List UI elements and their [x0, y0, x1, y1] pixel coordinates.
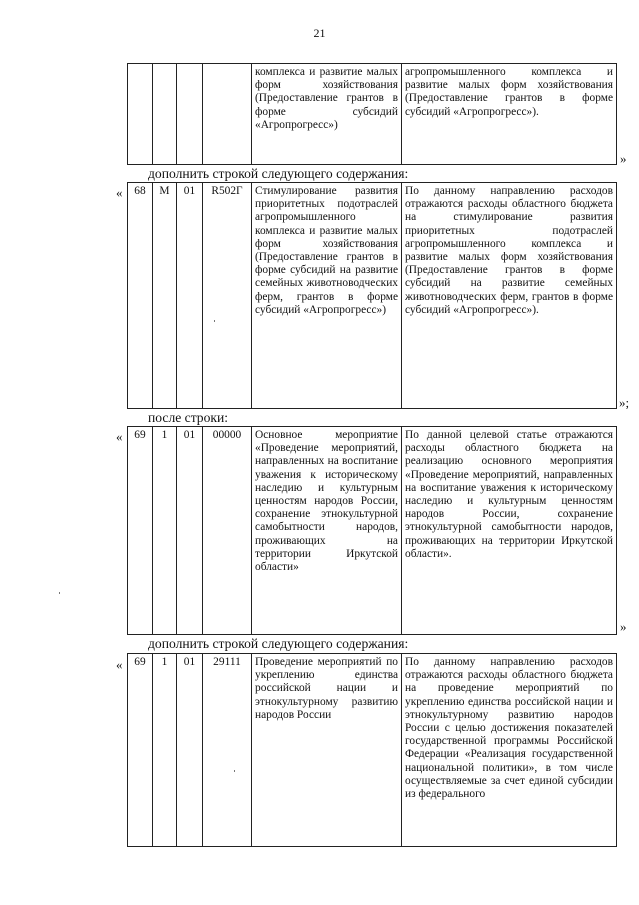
budget-table-fragment-2	[127, 182, 617, 409]
table-row	[128, 64, 617, 165]
instruction-after-row: после строки:	[148, 410, 229, 425]
description-cell: По данному направлению расходов отражаются расходы областного бюджета на проведение мероприятий по укреплению единства российской нации и этнокультурному развитию народов России с целью достижения показателей государственной программы Российской Федерации «Реализация государственной национальной политики», в том числе осуществляемые за счет единой субсидии из федерального	[402, 654, 617, 847]
opening-quote: «	[116, 429, 123, 444]
scan-speck	[214, 320, 215, 322]
code-subprogram-cell: М	[153, 183, 177, 409]
table-row	[128, 183, 617, 409]
closing-quote: »	[620, 151, 627, 166]
instruction-add-row: дополнить строкой следующего содержания:	[148, 636, 409, 651]
code-direction-cell: R502Г	[203, 183, 252, 409]
code-program-cell: 69	[128, 654, 153, 847]
instruction-add-row: дополнить строкой следующего содержания:	[148, 166, 409, 181]
code-direction-cell: 29111	[203, 654, 252, 847]
closing-quote-semicolon: »;	[619, 395, 630, 410]
budget-table-fragment-3	[127, 426, 617, 635]
page-number: 21	[313, 26, 326, 40]
code-direction-cell	[203, 64, 252, 165]
code-subprogram-cell	[153, 64, 177, 165]
code-activity-cell: 01	[177, 427, 203, 635]
budget-table-fragment-1	[127, 63, 617, 165]
description-cell: По данному направлению расходов отражаются расходы областного бюджета на стимулирование развития приоритетных подотраслей агропромышленного комплекса и развитие малых форм хозяйствования (Предоставление грантов в форме субсидий на развитие семейных животноводческих ферм, грантов в форме субсидий «Агропрогресс»).	[402, 183, 617, 409]
code-program-cell	[128, 64, 153, 165]
scan-speck	[59, 592, 60, 594]
table-row	[128, 427, 617, 635]
code-activity-cell	[177, 64, 203, 165]
name-cell: Проведение мероприятий по укреплению единства российской нации и этнокультурному развитию народов России	[252, 654, 402, 847]
scan-speck	[234, 770, 235, 772]
code-activity-cell: 01	[177, 183, 203, 409]
code-program-cell: 68	[128, 183, 153, 409]
description-cell: По данной целевой статье отражаются расходы областного бюджета на реализацию основного мероприятия «Проведение мероприятий, направленных на воспитание уважения к историческому наследию и культурным ценностям народов России, сохранение этнокультурной самобытности народов, проживающих на территории Иркутской области».	[402, 427, 617, 635]
code-subprogram-cell: 1	[153, 654, 177, 847]
code-direction-cell: 00000	[203, 427, 252, 635]
code-activity-cell: 01	[177, 654, 203, 847]
opening-quote: «	[116, 657, 123, 672]
name-cell: Основное мероприятие «Проведение мероприятий, направленных на воспитание уважения к историческому наследию и культурным ценностям народов России, сохранение этнокультурной самобытности народов, проживающих на территории Иркутской области»	[252, 427, 402, 635]
code-subprogram-cell: 1	[153, 427, 177, 635]
budget-table-fragment-4	[127, 653, 617, 847]
opening-quote: «	[116, 185, 123, 200]
description-cell: агропромышленного комплекса и развитие малых форм хозяйствования (Предоставление грантов в форме субсидий «Агропрогресс»).	[402, 64, 617, 165]
code-program-cell: 69	[128, 427, 153, 635]
name-cell: Стимулирование развития приоритетных подотраслей агропромышленного комплекса и развитие малых форм хозяйствования (Предоставление грантов в форме субсидий на развитие семейных животноводческих ферм, грантов в форме субсидий «Агропрогресс»)	[252, 183, 402, 409]
table-row	[128, 654, 617, 847]
name-cell: комплекса и развитие малых форм хозяйствования (Предоставление грантов в форме субсидий «Агропрогресс»)	[252, 64, 402, 165]
closing-quote: »	[620, 619, 627, 634]
